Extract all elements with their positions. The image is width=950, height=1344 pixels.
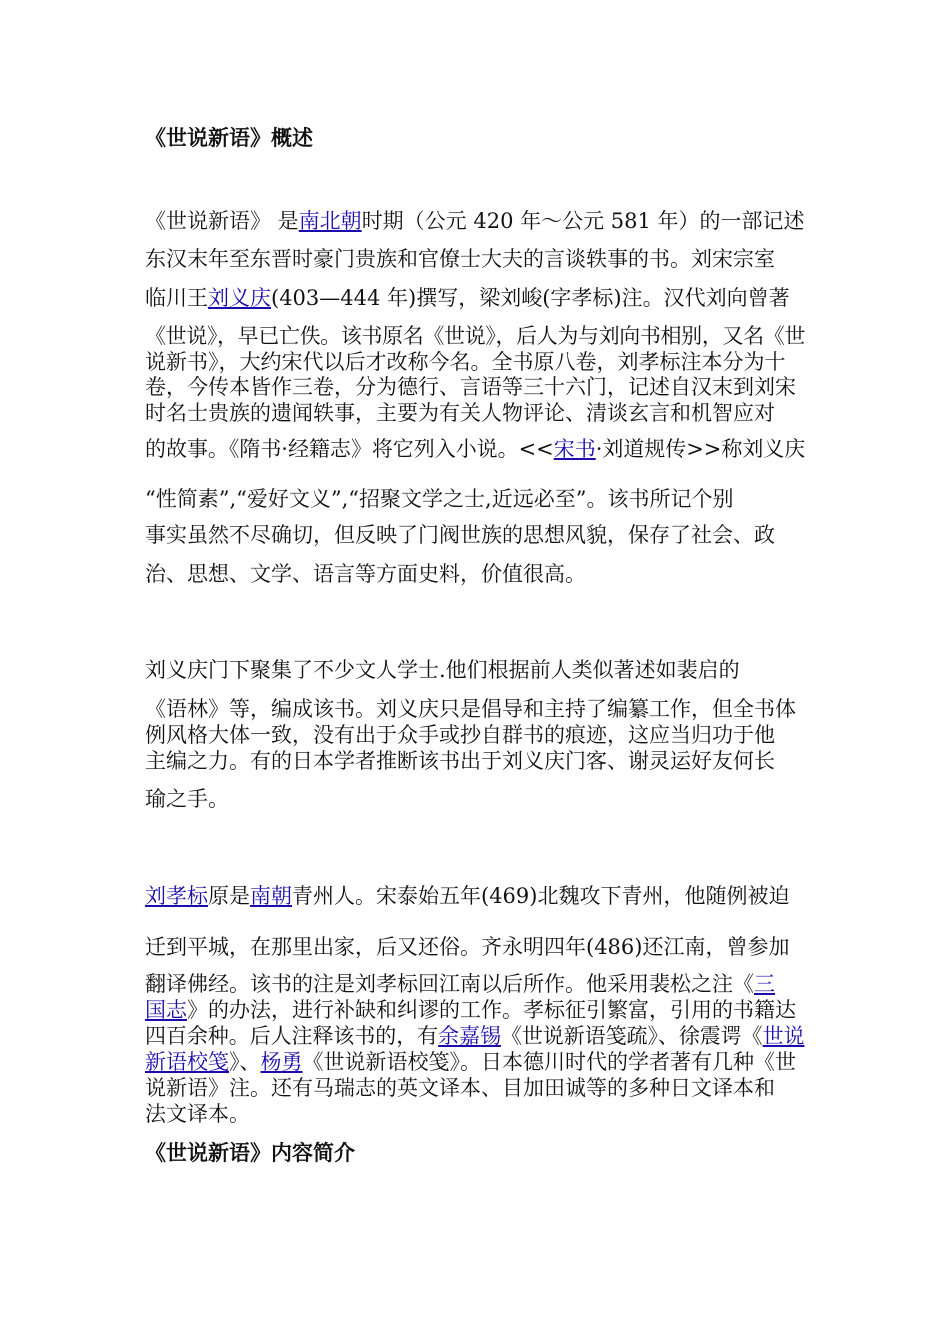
hyperlink[interactable]: 南北朝 — [298, 209, 362, 233]
text-line — [145, 786, 229, 812]
text-segment: (403—444 年)撰写，梁刘峻(字孝标)注。汉代刘向曾著 — [271, 286, 790, 310]
text-line — [145, 696, 796, 722]
text-segment: 迁到平城，在那里出家，后又还俗。齐永明四年(486)还江南，曾参加 — [145, 935, 790, 959]
text-line — [145, 1101, 250, 1127]
hyperlink[interactable]: 三 — [754, 972, 775, 996]
hyperlink[interactable]: 余嘉锡 — [438, 1024, 501, 1048]
text-segment: 主编之力。有的日本学者推断该书出于刘义庆门客、谢灵运好友何长 — [145, 749, 775, 773]
text-segment: 法文译本。 — [145, 1102, 250, 1126]
hyperlink[interactable]: 世说 — [762, 1024, 805, 1048]
hyperlink[interactable]: 杨勇 — [260, 1050, 303, 1074]
text-segment: 原是 — [208, 884, 250, 908]
text-segment: 治、思想、文学、语言等方面史料，价值很高。 — [145, 562, 586, 586]
text-segment: 卷，今传本皆作三卷，分为德行、言语等三十六门，记述自汉末到刘宋 — [145, 375, 796, 399]
text-line — [145, 436, 805, 462]
text-line — [145, 1049, 796, 1075]
hyperlink[interactable]: 刘义庆 — [208, 286, 271, 310]
text-line — [145, 349, 786, 375]
text-segment: 《世说新语》 是 — [145, 209, 299, 233]
text-segment: 时期（公元 420 年～公元 581 年）的一部记述 — [361, 209, 805, 233]
text-segment: 瑜之手。 — [145, 787, 229, 811]
text-segment: 《世说》，早已亡佚。该书原名《世说》，后人为与刘向书相别，又名《世 — [145, 324, 805, 348]
text-segment: 刘义庆门下聚集了不少文人学士.他们根据前人类似著述如裴启的 — [145, 658, 740, 682]
text-segment: 》、 — [229, 1050, 261, 1074]
text-segment: 例风格大体一致，没有出于众手或抄自群书的痕迹，这应当归功于他 — [145, 723, 775, 747]
hyperlink[interactable]: 宋书 — [553, 437, 596, 461]
text-line — [145, 971, 775, 997]
hyperlink[interactable]: 新语校笺 — [145, 1050, 229, 1074]
text-segment: 《语林》等，编成该书。刘义庆只是倡导和主持了编纂工作，但全书体 — [145, 697, 796, 721]
text-line — [145, 1075, 775, 1101]
text-line — [145, 722, 775, 748]
text-line — [145, 748, 775, 774]
text-segment: 的故事。《隋书·经籍志》将它列入小说。<< — [145, 437, 554, 461]
text-segment: 临川王 — [145, 286, 208, 310]
text-segment: 时名士贵族的遗闻轶事，主要为有关人物评论、清谈玄言和机智应对 — [145, 401, 775, 425]
hyperlink[interactable]: 刘孝标 — [145, 884, 208, 908]
text-line — [145, 522, 775, 548]
text-line — [145, 883, 789, 909]
text-segment: ·刘道规传>>称刘义庆 — [595, 437, 806, 461]
text-segment: 青州人。宋泰始五年(469)北魏攻下青州，他随例被迫 — [292, 884, 790, 908]
text-line — [145, 561, 586, 587]
text-line — [145, 934, 789, 960]
text-segment: 翻译佛经。该书的注是刘孝标回江南以后所作。他采用裴松之注《 — [145, 972, 754, 996]
section-heading: 《世说新语》内容简介 — [145, 1140, 355, 1165]
text-line — [145, 400, 775, 426]
text-segment: 说新语》注。还有马瑞志的英文译本、目加田诚等的多种日文译本和 — [145, 1076, 775, 1100]
text-line — [145, 374, 796, 400]
text-segment: 东汉末年至东晋时豪门贵族和官僚士大夫的言谈轶事的书。刘宋宗室 — [145, 247, 775, 271]
text-line — [145, 1023, 805, 1049]
text-segment: 说新书》，大约宋代以后才改称今名。全书原八卷，刘孝标注本分为十 — [145, 350, 786, 374]
text-segment: 《世说新语笺疏》、徐震谔《 — [500, 1024, 763, 1048]
text-segment: 事实虽然不尽确切，但反映了门阀世族的思想风貌，保存了社会、政 — [145, 523, 775, 547]
document-title: 《世说新语》概述 — [145, 125, 313, 150]
text-line — [145, 285, 790, 311]
text-line — [145, 486, 733, 512]
text-segment: 》的办法，进行补缺和纠谬的工作。孝标征引繁富，引用的书籍达 — [187, 998, 796, 1022]
text-line — [145, 246, 775, 272]
text-line — [145, 208, 805, 234]
text-segment: 《世说新语校笺》。日本德川时代的学者著有几种《世 — [302, 1050, 796, 1074]
hyperlink[interactable]: 国志 — [145, 998, 187, 1022]
text-segment: 四百余种。后人注释该书的，有 — [145, 1024, 439, 1048]
text-line — [145, 657, 740, 683]
text-line — [145, 997, 796, 1023]
hyperlink[interactable]: 南朝 — [250, 884, 292, 908]
text-segment: “性简素”,“爱好文义”,“招聚文学之士,近远必至”。该书所记个别 — [145, 487, 734, 511]
text-line — [145, 323, 805, 349]
